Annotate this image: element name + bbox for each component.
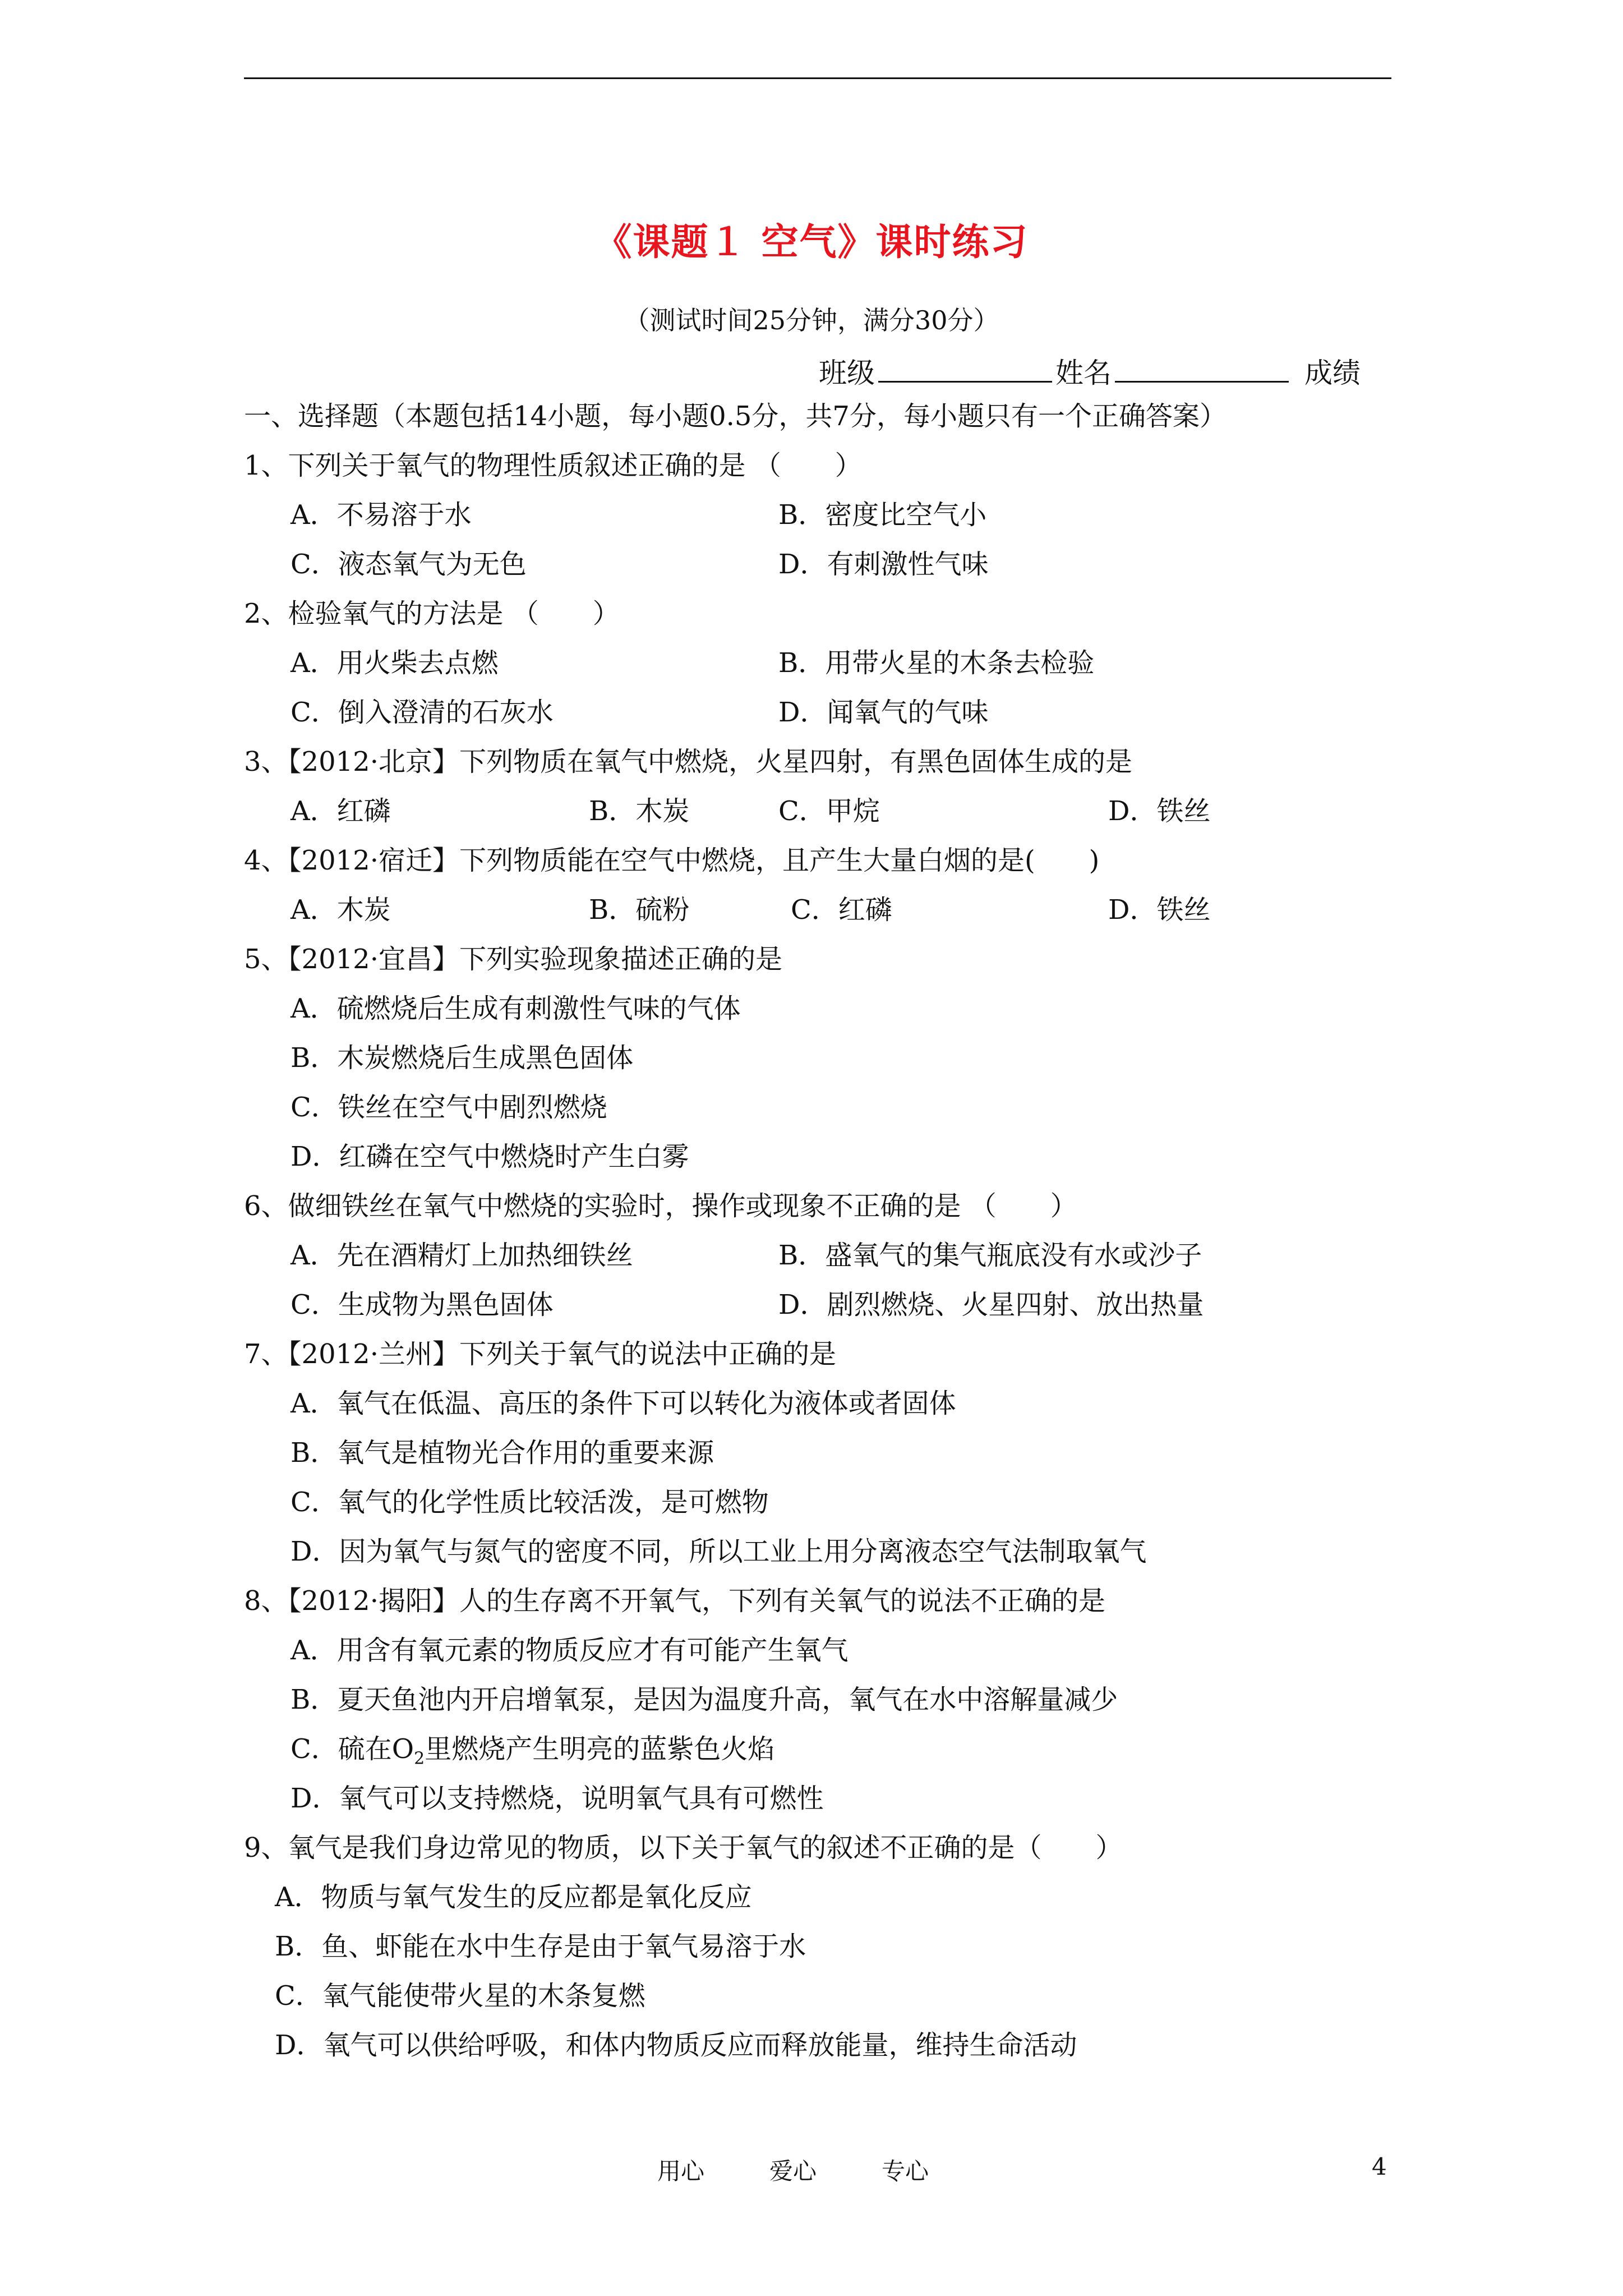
- q4-option-b: B．硫粉: [589, 894, 690, 926]
- q8-option-d: D．氧气可以支持燃烧，说明氧气具有可燃性: [291, 1783, 824, 1814]
- q6-stem: 6、做细铁丝在氧气中燃烧的实验时，操作或现象不正确的是 （ ）: [244, 1190, 1077, 1222]
- footer-motto-1: 用心: [657, 2157, 705, 2185]
- q1-option-a: A．不易溶于水: [291, 499, 472, 531]
- page-title: 《课题１ 空气》课时练习: [594, 220, 1029, 264]
- q1-option-b: B．密度比空气小: [778, 499, 987, 531]
- q6-option-c: C．生成物为黑色固体: [291, 1289, 554, 1320]
- q2-option-c: C．倒入澄清的石灰水: [291, 697, 554, 728]
- q4-stem: 4、【2012·宿迁】下列物质能在空气中燃烧，且产生大量白烟的是( ): [244, 845, 1100, 876]
- q3-option-b: B．木炭: [589, 795, 690, 827]
- q7-option-b: B．氧气是植物光合作用的重要来源: [291, 1437, 714, 1469]
- q8-option-b: B．夏天鱼池内开启增氧泵，是因为温度升高，氧气在水中溶解量减少: [291, 1684, 1118, 1715]
- q8-option-c-pre: C．硫在O: [291, 1733, 414, 1765]
- q3-option-c: C．甲烷: [778, 795, 880, 827]
- q1-option-d: D．有刺激性气味: [778, 549, 989, 580]
- q9-option-d: D．氧气可以供给呼吸，和体内物质反应而释放能量，维持生命活动: [275, 2030, 1077, 2061]
- q5-option-b: B．木炭燃烧后生成黑色固体: [291, 1042, 634, 1074]
- q7-stem: 7、【2012·兰州】下列关于氧气的说法中正确的是: [244, 1338, 836, 1370]
- q6-option-b: B．盛氧气的集气瓶底没有水或沙子: [778, 1240, 1202, 1271]
- q5-option-d: D．红磷在空气中燃烧时产生白雾: [291, 1141, 689, 1172]
- q5-option-c: C．铁丝在空气中剧烈燃烧: [291, 1092, 607, 1123]
- page-number: 4: [1372, 2153, 1387, 2180]
- q8-option-c-post: 里燃烧产生明亮的蓝紫色火焰: [425, 1733, 775, 1765]
- q8-option-c: [291, 1732, 774, 1776]
- q7-option-d: D．因为氧气与氮气的密度不同，所以工业上用分离液态空气法制取氧气: [291, 1536, 1147, 1567]
- q8-option-c-subscript: 2: [414, 1749, 425, 1769]
- footer-motto-3: 专心: [882, 2157, 929, 2185]
- q4-option-c: C．红磷: [791, 894, 892, 926]
- q5-stem: 5、【2012·宜昌】下列实验现象描述正确的是: [244, 944, 782, 975]
- q2-stem: 2、检验氧气的方法是 （ ）: [244, 598, 620, 629]
- student-info-row: [819, 351, 1361, 391]
- score-label: 成绩: [1304, 357, 1361, 389]
- section-heading: 一、选择题（本题包括14小题，每小题0.5分，共7分，每小题只有一个正确答案）: [244, 401, 1227, 432]
- q6-option-d: D．剧烈燃烧、火星四射、放出热量: [778, 1289, 1204, 1320]
- q9-option-b: B．鱼、虾能在水中生存是由于氧气易溶于水: [275, 1931, 806, 1962]
- q2-option-b: B．用带火星的木条去检验: [778, 647, 1095, 679]
- q9-option-a: A．物质与氧气发生的反应都是氧化反应: [275, 1881, 752, 1913]
- q4-option-a: A．木炭: [291, 894, 391, 926]
- class-blank[interactable]: [878, 358, 1052, 383]
- q3-option-d: D．铁丝: [1108, 795, 1211, 827]
- name-blank[interactable]: [1115, 358, 1289, 383]
- q8-option-a: A．用含有氧元素的物质反应才有可能产生氧气: [291, 1635, 849, 1666]
- q2-option-d: D．闻氧气的气味: [778, 697, 989, 728]
- q6-option-a: A．先在酒精灯上加热细铁丝: [291, 1240, 633, 1271]
- q8-stem: 8、【2012·揭阳】人的生存离不开氧气，下列有关氧气的说法不正确的是: [244, 1585, 1105, 1617]
- q9-option-c: C．氧气能使带火星的木条复燃: [275, 1980, 645, 2012]
- q2-option-a: A．用火柴去点燃: [291, 647, 499, 679]
- q4-option-d: D．铁丝: [1108, 894, 1211, 926]
- q7-option-a: A．氧气在低温、高压的条件下可以转化为液体或者固体: [291, 1388, 956, 1419]
- page-subtitle: （测试时间25分钟，满分30分）: [624, 305, 999, 335]
- header-rule: [244, 77, 1391, 79]
- footer-motto-2: 爱心: [769, 2157, 817, 2185]
- class-label: 班级: [819, 357, 875, 389]
- q1-stem: 1、下列关于氧气的物理性质叙述正确的是 （ ）: [244, 450, 862, 481]
- q5-option-a: A．硫燃烧后生成有刺激性气味的气体: [291, 993, 741, 1024]
- q1-option-c: C．液态氧气为无色: [291, 549, 527, 580]
- name-label: 姓名: [1055, 357, 1112, 389]
- q7-option-c: C．氧气的化学性质比较活泼，是可燃物: [291, 1487, 769, 1518]
- q3-option-a: A．红磷: [291, 795, 391, 827]
- q9-stem: 9、氧气是我们身边常见的物质，以下关于氧气的叙述不正确的是（ ）: [244, 1832, 1123, 1864]
- q3-stem: 3、【2012·北京】下列物质在氧气中燃烧，火星四射，有黑色固体生成的是: [244, 746, 1132, 777]
